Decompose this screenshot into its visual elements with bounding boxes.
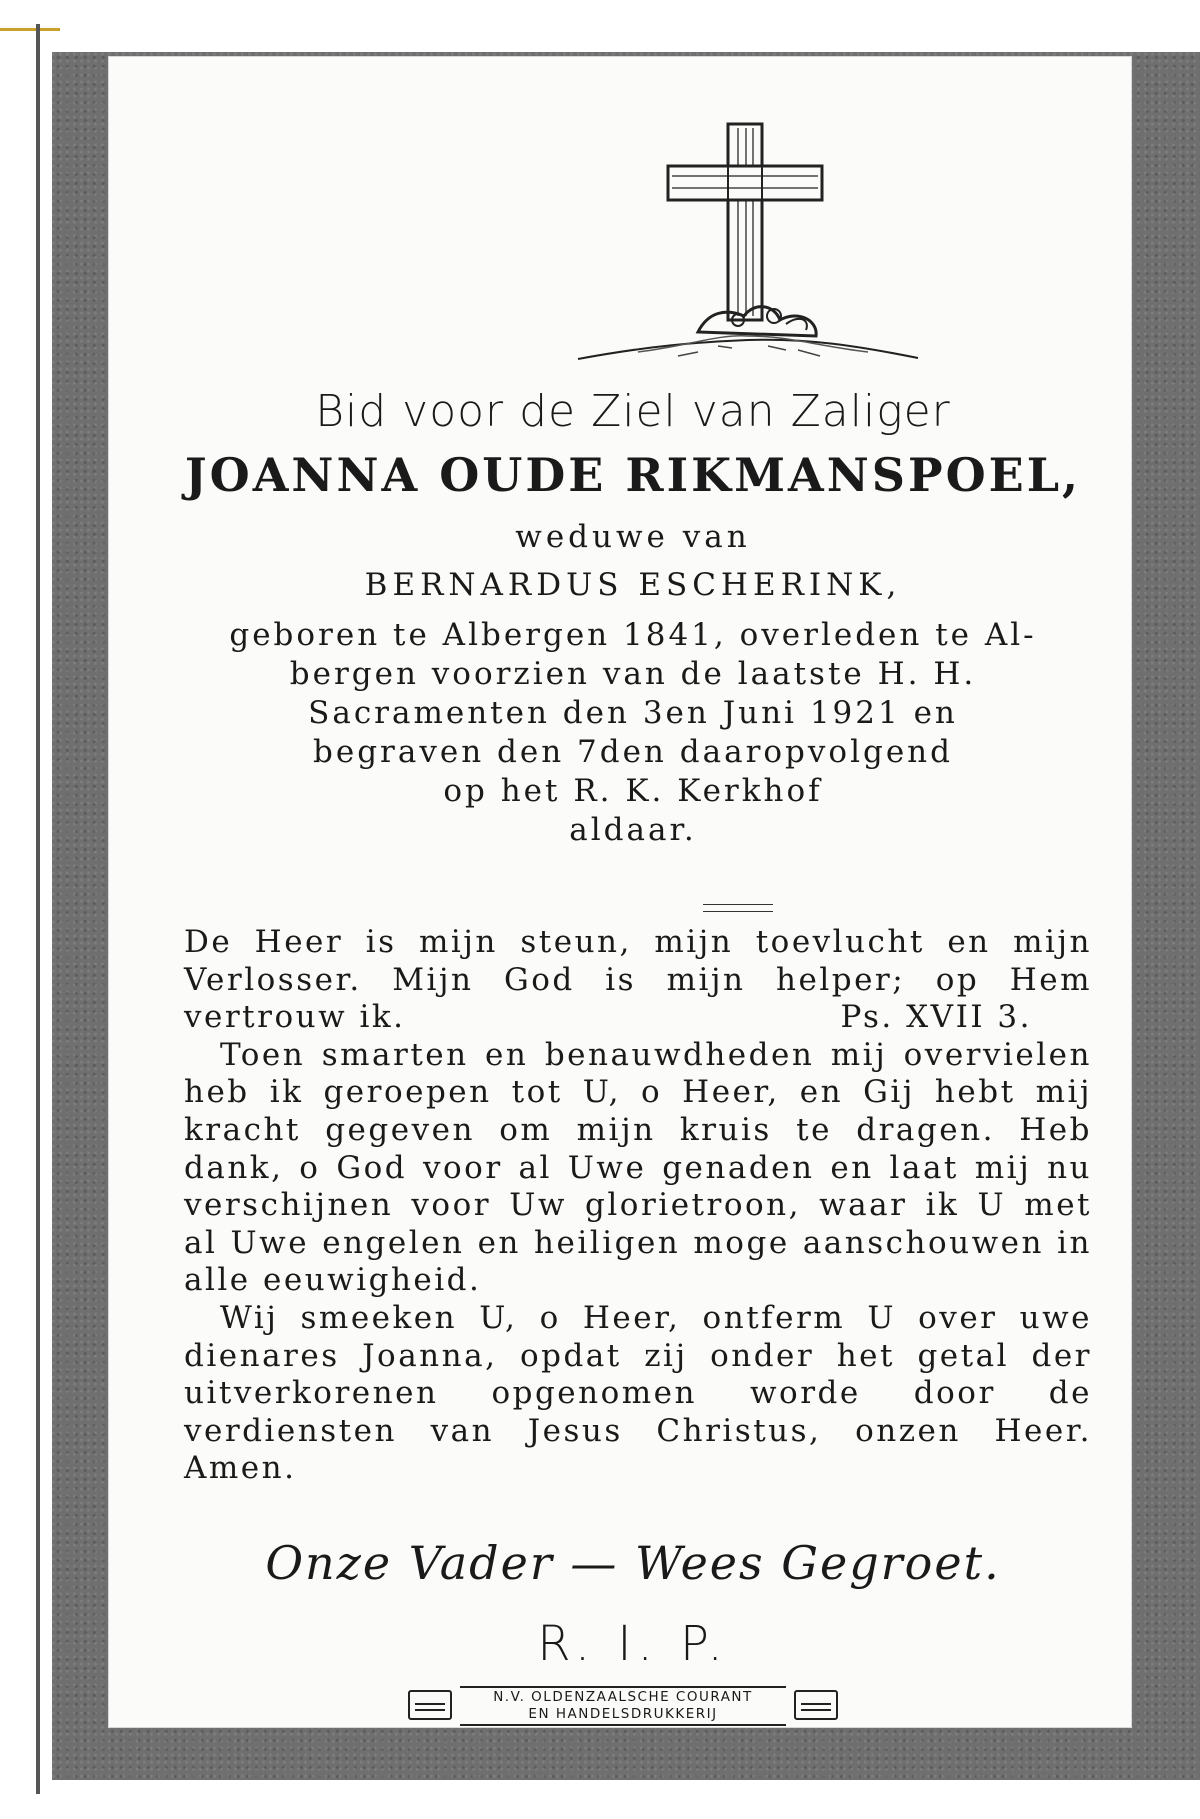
psalm-reference: Ps. XVII 3.	[840, 999, 1032, 1036]
invocation-heading: Bid voor de Ziel van Zaliger	[315, 386, 951, 437]
bio-line: aldaar.	[569, 812, 697, 848]
memorial-card	[108, 56, 1132, 1728]
imprint-box	[460, 1686, 786, 1726]
printer-name-2: EN HANDELSDRUKKERIJ	[528, 1706, 718, 1722]
printer-imprint	[408, 1686, 838, 1728]
bio-line: op het R. K. Kerkhof	[443, 773, 823, 809]
bio-line: bergen voorzien van de laatste H. H.	[289, 656, 977, 692]
prayer-paragraph: Wij smeeken U, o Heer, ontferm U over uwe dienares Joanna, opdat zij onder het getal der uitverkorenen opgenomen worde door de verdiensten van Jesus Christus, onzen Heer. Amen.	[184, 1299, 1092, 1487]
ornament-divider	[703, 904, 773, 912]
closing-prayers: Onze Vader — Wees Gegroet.	[265, 1536, 1001, 1590]
mount-edge	[36, 24, 40, 1794]
rip-text: R. I. P.	[537, 1616, 729, 1672]
deceased-name: JOANNA OUDE RIKMANSPOEL,	[184, 448, 1082, 502]
widow-of-label: weduwe van	[515, 519, 751, 555]
prayer-paragraph: Toen smarten en benauwdheden mij overvielen heb ik geroepen tot U, o Heer, en Gij hebt mij kracht gegeven om mijn kruis te dragen. Heb dank, o God voor al Uwe genaden en laat mij nu verschijnen voor Uw glorietroon, waar ik U met al Uwe engelen en heiligen moge aanschouwen in alle eeuwigheid.	[184, 1036, 1092, 1299]
biography	[178, 616, 1088, 850]
prayer-paragraph	[184, 924, 1092, 1037]
imprint-ornament	[794, 1690, 838, 1720]
bio-line: geboren te Albergen 1841, overleden te Al-	[229, 617, 1037, 653]
prayer-psalm: De Heer is mijn steun, mijn toevlucht en mijn Verlosser. Mijn God is mijn helper; op Hem vertrouw ik.	[184, 924, 1092, 1036]
imprint-ornament	[408, 1690, 452, 1720]
cross-icon	[548, 84, 948, 384]
prayer-text	[184, 924, 1092, 1488]
printer-name: N.V. OLDENZAALSCHE COURANT	[493, 1689, 753, 1705]
bio-line: Sacramenten den 3en Juni 1921 en	[308, 695, 958, 731]
husband-name: BERNARDUS ESCHERINK,	[364, 567, 902, 603]
mount-corner	[0, 0, 60, 31]
bio-line: begraven den 7den daaropvolgend	[313, 734, 953, 770]
